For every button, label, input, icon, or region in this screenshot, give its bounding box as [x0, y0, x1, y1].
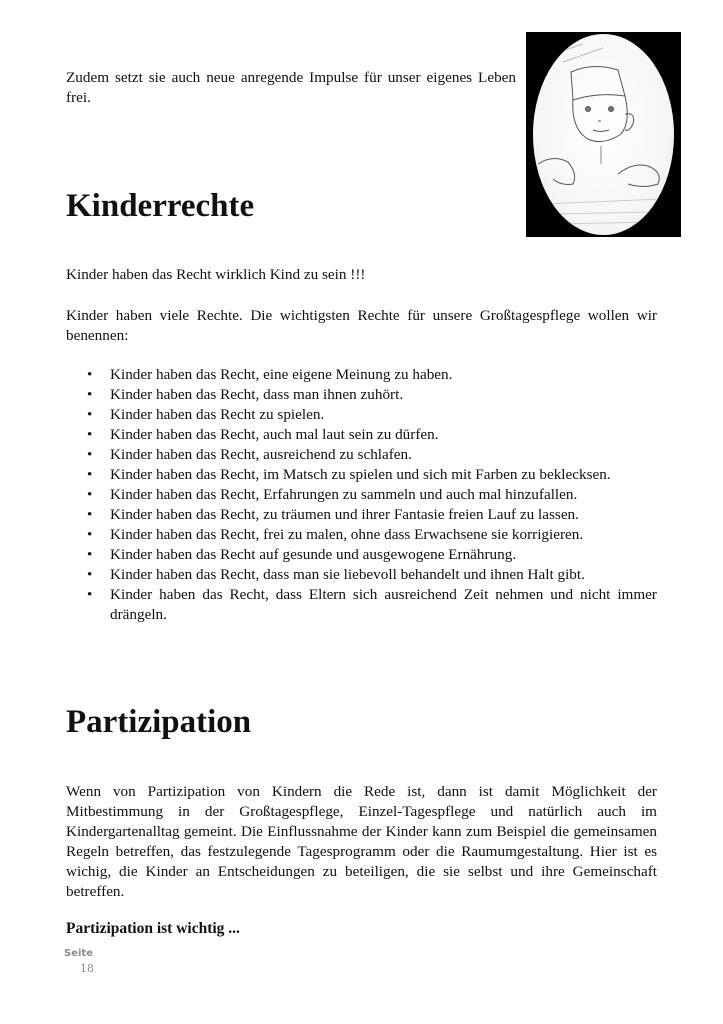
- bullet-icon: •: [87, 586, 93, 603]
- bullet-icon: •: [87, 546, 93, 563]
- bullet-icon: •: [87, 446, 93, 463]
- portrait-oval: [533, 34, 674, 235]
- list-item: • Kinder haben das Recht, dass man sie liebevoll behandelt und ihnen Halt gibt.: [87, 566, 585, 583]
- bullet-icon: •: [87, 406, 93, 423]
- partizipation-body: Wenn von Partizipation von Kindern die Rede ist, dann ist damit Möglichkeit der Mitbestimmung in der Großtagespflege, Einzel-Tagespflege und natürlich auch im Kindergartenalltag gemeint. Die Einflussnahme der Kinder kann zum Beispiel die gemeinsamen Regeln betreffen, das festzulegende Tagesprogramm oder die Raumumgestaltung. Hier ist es wichig, die Kinder an Entscheidungen zu beteiligen, die sie selbst und ihre Gemeinschaft betreffen.: [66, 783, 657, 900]
- partizipation-heading: Partizipation: [66, 704, 252, 740]
- intro-paragraph: Zudem setzt sie auch neue anregende Impulse für unser eigenes Leben frei.: [66, 69, 516, 106]
- page-label: Seite: [64, 948, 93, 959]
- child-portrait-image: [526, 32, 681, 237]
- list-item: • Kinder haben das Recht, ausreichend zu schlafen.: [87, 446, 412, 463]
- rights-list: [66, 365, 657, 625]
- list-item: • Kinder haben das Recht, im Matsch zu spielen und sich mit Farben zu beklecksen.: [87, 466, 611, 483]
- bullet-icon: •: [87, 506, 93, 523]
- bullet-icon: •: [87, 466, 93, 483]
- list-item: • Kinder haben das Recht, zu träumen und ihrer Fantasie freien Lauf zu lassen.: [87, 506, 579, 523]
- list-item: • Kinder haben das Recht, dass man ihnen zuhört.: [87, 386, 404, 403]
- page-number: 18: [80, 962, 94, 975]
- kinderrechte-heading: Kinderrechte: [66, 188, 255, 224]
- child-sketch-icon: [533, 34, 674, 235]
- list-item: • Kinder haben das Recht, frei zu malen, ohne dass Erwachsene sie korrigieren.: [87, 526, 584, 543]
- list-item: • Kinder haben das Recht, Erfahrungen zu sammeln und auch mal hinzufallen.: [87, 486, 578, 503]
- bullet-icon: •: [87, 566, 93, 583]
- bullet-icon: •: [87, 366, 93, 383]
- bullet-icon: •: [87, 526, 93, 543]
- list-item: • Kinder haben das Recht, auch mal laut sein zu dürfen.: [87, 426, 439, 443]
- bullet-icon: •: [87, 486, 93, 503]
- bullet-icon: •: [87, 386, 93, 403]
- list-item: • Kinder haben das Recht, eine eigene Meinung zu haben.: [87, 366, 453, 383]
- list-item: • Kinder haben das Recht zu spielen.: [87, 406, 325, 423]
- partizipation-subheading: Partizipation ist wichtig ...: [66, 920, 240, 937]
- bullet-icon: •: [87, 426, 93, 443]
- list-item: • Kinder haben das Recht auf gesunde und ausgewogene Ernährung.: [87, 546, 517, 563]
- list-item: • Kinder haben das Recht, dass Eltern sich ausreichend Zeit nehmen und nicht immer drängeln.: [87, 586, 657, 623]
- kinderrechte-tagline: Kinder haben das Recht wirklich Kind zu sein !!!: [66, 266, 366, 283]
- kinderrechte-lead: Kinder haben viele Rechte. Die wichtigsten Rechte für unsere Großtagespflege wollen wir benennen:: [66, 307, 657, 344]
